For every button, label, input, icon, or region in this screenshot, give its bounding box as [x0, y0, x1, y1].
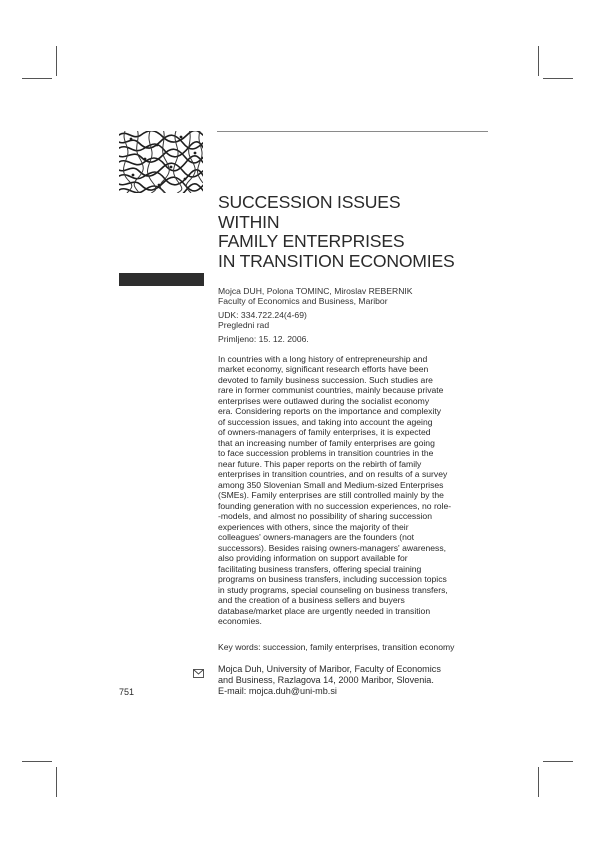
page-number: 751 [119, 687, 135, 697]
abstract-line: among 350 Slovenian Small and Medium-sized Enterprises [218, 479, 444, 490]
side-accent-bar [119, 273, 204, 286]
abstract-line: also providing information on support available for [218, 553, 408, 564]
abstract-line: in study programs, special counseling on business transfers, [218, 584, 448, 595]
abstract-line: devoted to family business succession. Such studies are [218, 374, 433, 385]
authors: Mojca DUH, Polona TOMINC, Miroslav REBERNIK [218, 286, 413, 296]
correspondence-line: and Business, Razlagova 14, 2000 Maribor, Slovenia. [218, 675, 434, 686]
abstract-line: rare in former communist countries, mainly because private [218, 385, 444, 396]
abstract-line: market economy, significant research efforts have been [218, 364, 429, 375]
abstract-line: to face succession problems in transition countries in the [218, 448, 434, 459]
udk-code: UDK: 334.722.24(4-69) [218, 310, 307, 320]
abstract-line: era. Considering reports on the importance and complexity [218, 406, 442, 417]
crop-mark-bottom-right-v [538, 767, 539, 797]
abstract-line: -models, and almost no possibility of sharing succession [218, 511, 432, 522]
abstract-line: (SMEs). Family enterprises are still controlled mainly by the [218, 490, 444, 501]
affiliation: Faculty of Economics and Business, Maribor [218, 296, 388, 306]
crop-mark-bottom-right-h [543, 761, 573, 762]
abstract-line: of succession issues, and taking into account the ageing [218, 416, 433, 427]
crop-mark-top-left-h [22, 78, 52, 79]
crop-mark-bottom-left-h [22, 761, 52, 762]
title-line: SUCCESSION ISSUES [218, 192, 401, 212]
abstract-line: facilitating business transfers, offering special training [218, 563, 422, 574]
correspondence-address [218, 664, 441, 698]
crop-mark-top-right-h [543, 78, 573, 79]
abstract-line: In countries with a long history of entrepreneurship and [218, 354, 428, 364]
article-type: Pregledni rad [218, 320, 270, 330]
abstract-line: database/market place are urgently needed in transition [218, 605, 431, 616]
crop-mark-top-right-v [538, 46, 539, 76]
abstract [218, 354, 493, 627]
abstract-line: successors). Besides raising owners-managers' awareness, [218, 542, 447, 553]
received-date: Primljeno: 15. 12. 2006. [218, 334, 309, 344]
abstract-line: and the creation of a business sellers and buyers [218, 595, 405, 606]
header-rule [217, 131, 488, 132]
crop-mark-top-left-v [56, 46, 57, 76]
keywords: Key words: succession, family enterprises, transition economy [218, 642, 455, 652]
article-title [218, 193, 455, 271]
abstract-line: near future. This paper reports on the rebirth of family [218, 458, 422, 469]
correspondence-email[interactable]: E-mail: mojca.duh@uni-mb.si [218, 686, 337, 697]
title-line: WITHIN [218, 211, 280, 232]
correspondence-line: Mojca Duh, University of Maribor, Faculty of Economics [218, 664, 441, 674]
abstract-line: experiences with others, since the majority of their [218, 521, 409, 532]
crop-mark-bottom-left-v [56, 767, 57, 797]
abstract-line: of owners-managers of family enterprises, it is expected [218, 427, 431, 438]
swirl-pattern-icon [119, 131, 203, 193]
title-line: IN TRANSITION ECONOMIES [218, 250, 455, 271]
title-line: FAMILY ENTERPRISES [218, 231, 405, 252]
abstract-line: economies. [218, 616, 262, 627]
abstract-line: programs on business transfers, including succession topics [218, 574, 447, 585]
abstract-line: founding generation with no succession experiences, no role- [218, 500, 452, 511]
envelope-icon [193, 665, 204, 674]
abstract-line: enterprises in transition countries, and on results of a survey [218, 469, 448, 480]
abstract-line: enterprises were outlawed during the socialist economy [218, 395, 430, 406]
abstract-line: that an increasing number of family enterprises are going [218, 437, 435, 448]
abstract-line: colleagues' owners-managers are the founders (not [218, 532, 415, 543]
